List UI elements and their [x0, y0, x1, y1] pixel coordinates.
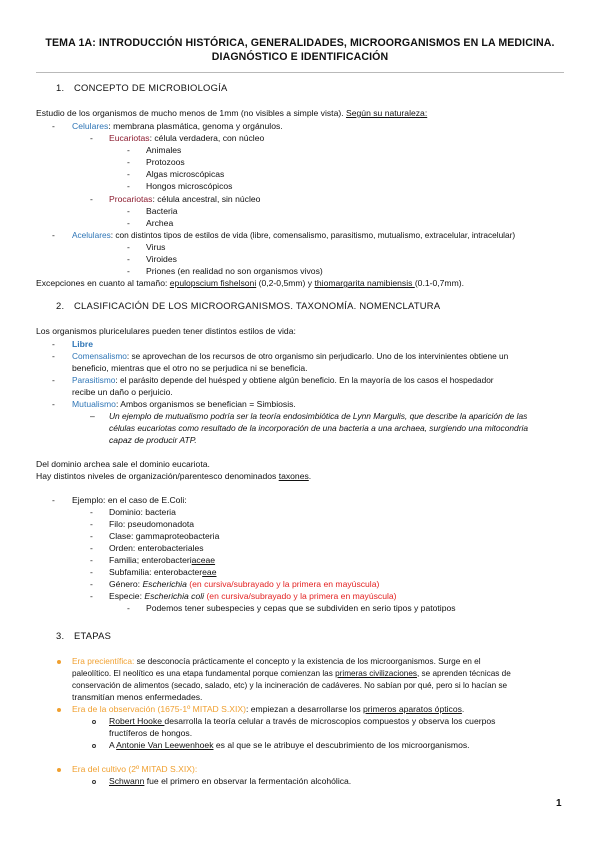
dash-bullet: -: [127, 242, 130, 252]
dash-bullet: -: [127, 169, 130, 179]
dash-bullet: -: [52, 495, 55, 505]
taxon-especie: Especie: Escherichia coli (en cursiva/subrayado y la primera en mayúscula): [109, 591, 397, 601]
section-1-number: 1.: [56, 82, 65, 93]
dash-bullet: -: [127, 157, 130, 167]
title-divider: [36, 72, 564, 73]
dash-bullet: -: [90, 507, 93, 517]
dash-bullet: -: [90, 194, 93, 204]
dash-bullet: –: [90, 411, 95, 421]
section-2-heading: CLASIFICACIÓN DE LOS MICROORGANISMOS. TAXONOMÍA. NOMENCLATURA: [74, 300, 441, 311]
dash-bullet: -: [127, 206, 130, 216]
dash-bullet: -: [90, 555, 93, 565]
libre-label: Libre: [72, 339, 94, 349]
dash-bullet: -: [52, 339, 55, 349]
celulares-line: Celulares: membrana plasmática, genoma y orgánulos.: [72, 121, 283, 131]
dash-bullet: -: [90, 567, 93, 577]
list-item: Archea: [146, 218, 174, 228]
dash-bullet: -: [90, 531, 93, 541]
eucariotas-line: Eucariotas: célula verdadera, con núcleo: [109, 133, 265, 143]
bullet-circle-icon: [92, 780, 96, 784]
taxon-clase: Clase: gammaproteobacteria: [109, 531, 220, 541]
list-item: Algas microscópicas: [146, 169, 225, 179]
bullet-dot-icon: [57, 708, 61, 712]
exceptions-line: Excepciones en cuanto al tamaño: epulopscium fishelsoni (0,2-0,5mm) y thiomargarita namibiensis (0.1-0,7mm).: [36, 278, 464, 288]
margulis-line-1: Un ejemplo de mutualismo podría ser la teoría endosimbiótica de Lynn Margulis, que describe la aparición de las: [109, 411, 528, 421]
list-item: Priones (en realidad no son organismos vivos): [146, 266, 323, 276]
document-title-line-2: DIAGNÓSTICO E IDENTIFICACIÓN: [211, 51, 389, 63]
precientifica-line-2: paleolítico. El neolítico es una etapa fundamental porque comienzan las primeras civilizaciones, se aprenden técnicas de: [72, 669, 511, 678]
taxon-genero: Género: Escherichia (en cursiva/subrayado y la primera en mayúscula): [109, 579, 380, 589]
dash-bullet: -: [127, 181, 130, 191]
naturaleza-link: Según su naturaleza:: [346, 108, 428, 118]
dash-bullet: -: [52, 230, 55, 240]
acelulares-line: Acelulares: con distintos tipos de estilos de vida (libre, comensalismo, parasitismo, mutualismo, extracelular, intracelular): [72, 230, 516, 240]
comensalismo-line: Comensalismo: se aprovechan de los recursos de otro organismo sin perjudicarlo. Uno de los intervinientes obtiene un: [72, 351, 509, 361]
ejemplo-line: Ejemplo: en el caso de E.Coli:: [72, 495, 187, 505]
dash-bullet: -: [127, 218, 130, 228]
procariotas-line: Procariotas: célula ancestral, sin núcleo: [109, 194, 261, 204]
s1-intro: Estudio de los organismos de mucho menos de 1mm (no visibles a simple vista). Según su naturaleza:: [36, 108, 428, 118]
taxon-subfamilia: Subfamilia: enterobactereae: [109, 567, 217, 577]
document-title-line-1: TEMA 1A: INTRODUCCIÓN HISTÓRICA, GENERALIDADES, MICROORGANISMOS EN LA MEDICINA.: [45, 37, 555, 49]
niveles-line: Hay distintos niveles de organización/parentesco denominados taxones.: [36, 471, 312, 481]
schwann-line: Schwann fue el primero en observar la fermentación alcohólica.: [109, 776, 352, 786]
bullet-circle-icon: [92, 744, 96, 748]
observacion-line: Era de la observación (1675-1º MITAD S.XIX): empiezan a desarrollarse los primeros aparatos ópticos.: [72, 704, 465, 714]
list-item: Virus: [146, 242, 166, 252]
bullet-dot-icon: [57, 660, 61, 664]
dash-bullet: -: [52, 375, 55, 385]
dash-bullet: -: [127, 254, 130, 264]
s2-intro: Los organismos pluricelulares pueden tener distintos estilos de vida:: [36, 326, 296, 336]
taxon-orden: Orden: enterobacteriales: [109, 543, 204, 553]
dash-bullet: -: [90, 579, 93, 589]
list-item: Viroides: [146, 254, 177, 264]
taxon-familia: Familia; enterobacteriaceae: [109, 555, 216, 565]
list-item: Animales: [146, 145, 182, 155]
section-3-number: 3.: [56, 630, 65, 641]
precientifica-line: Era precientífica: se desconocía prácticamente el concepto y la existencia de los microorganismos. Surge en el: [72, 656, 481, 666]
dash-bullet: -: [90, 133, 93, 143]
taxon-dominio: Dominio: bacteria: [109, 507, 176, 517]
mutualismo-line: Mutualismo: Ambos organismos se benefician = Simbiosis.: [72, 399, 296, 409]
archea-line: Del dominio archea sale el dominio eucariota.: [36, 459, 210, 469]
dash-bullet: -: [52, 399, 55, 409]
dash-bullet: -: [127, 145, 130, 155]
dash-bullet: -: [127, 266, 130, 276]
cultivo-line: Era del cultivo (2º MITAD S.XIX):: [72, 764, 198, 774]
list-item: Protozoos: [146, 157, 185, 167]
page-number: 1: [556, 798, 562, 809]
bullet-circle-icon: [92, 720, 96, 724]
dash-bullet: -: [90, 591, 93, 601]
margulis-line-3: capaz de producir ATP.: [109, 435, 197, 445]
list-item: Bacteria: [146, 206, 178, 216]
parasitismo-line-2: recibe un daño o perjuicio.: [72, 387, 173, 397]
list-item: Hongos microscópicos: [146, 181, 233, 191]
dash-bullet: -: [90, 519, 93, 529]
dash-bullet: -: [52, 121, 55, 131]
bullet-dot-icon: [57, 768, 61, 772]
section-1-heading: CONCEPTO DE MICROBIOLOGÍA: [74, 82, 228, 93]
hooke-line-2: fructíferos de hongos.: [109, 728, 193, 738]
precientifica-line-4: transmitían menos enfermedades.: [72, 692, 203, 702]
leeuwenhoek-line: A Antonie Van Leewenhoek es al que se le atribuye el descubrimiento de los microorganismos.: [109, 740, 470, 750]
comensalismo-line-2: beneficio, mientras que el otro no se perjudica ni se beneficia.: [72, 363, 308, 373]
subespecies-line: Podemos tener subespecies y cepas que se subdividen en serio tipos y patotipos: [146, 603, 456, 613]
section-2-number: 2.: [56, 300, 65, 311]
margulis-line-2: células eucariotas como resultado de la incorporación de una bacteria a una archaea, surgiendo una mitocondria: [109, 423, 529, 433]
hooke-line: Robert Hooke desarrolla la teoría celular a través de microscopios compuestos y observa los cuerpos: [109, 716, 496, 726]
dash-bullet: -: [52, 351, 55, 361]
section-3-heading: ETAPAS: [74, 630, 112, 641]
precientifica-line-3: conservación de alimentos (secado, salado, etc) y la incineración de cadáveres. No sabían por qué, pero si lo hacían se: [72, 681, 508, 690]
dash-bullet: -: [90, 543, 93, 553]
dash-bullet: -: [127, 603, 130, 613]
taxon-filo: Filo: pseudomonadota: [109, 519, 195, 529]
parasitismo-line: Parasitismo: el parásito depende del huésped y obtiene algún beneficio. En la mayoría de los casos el hospedador: [72, 375, 494, 385]
